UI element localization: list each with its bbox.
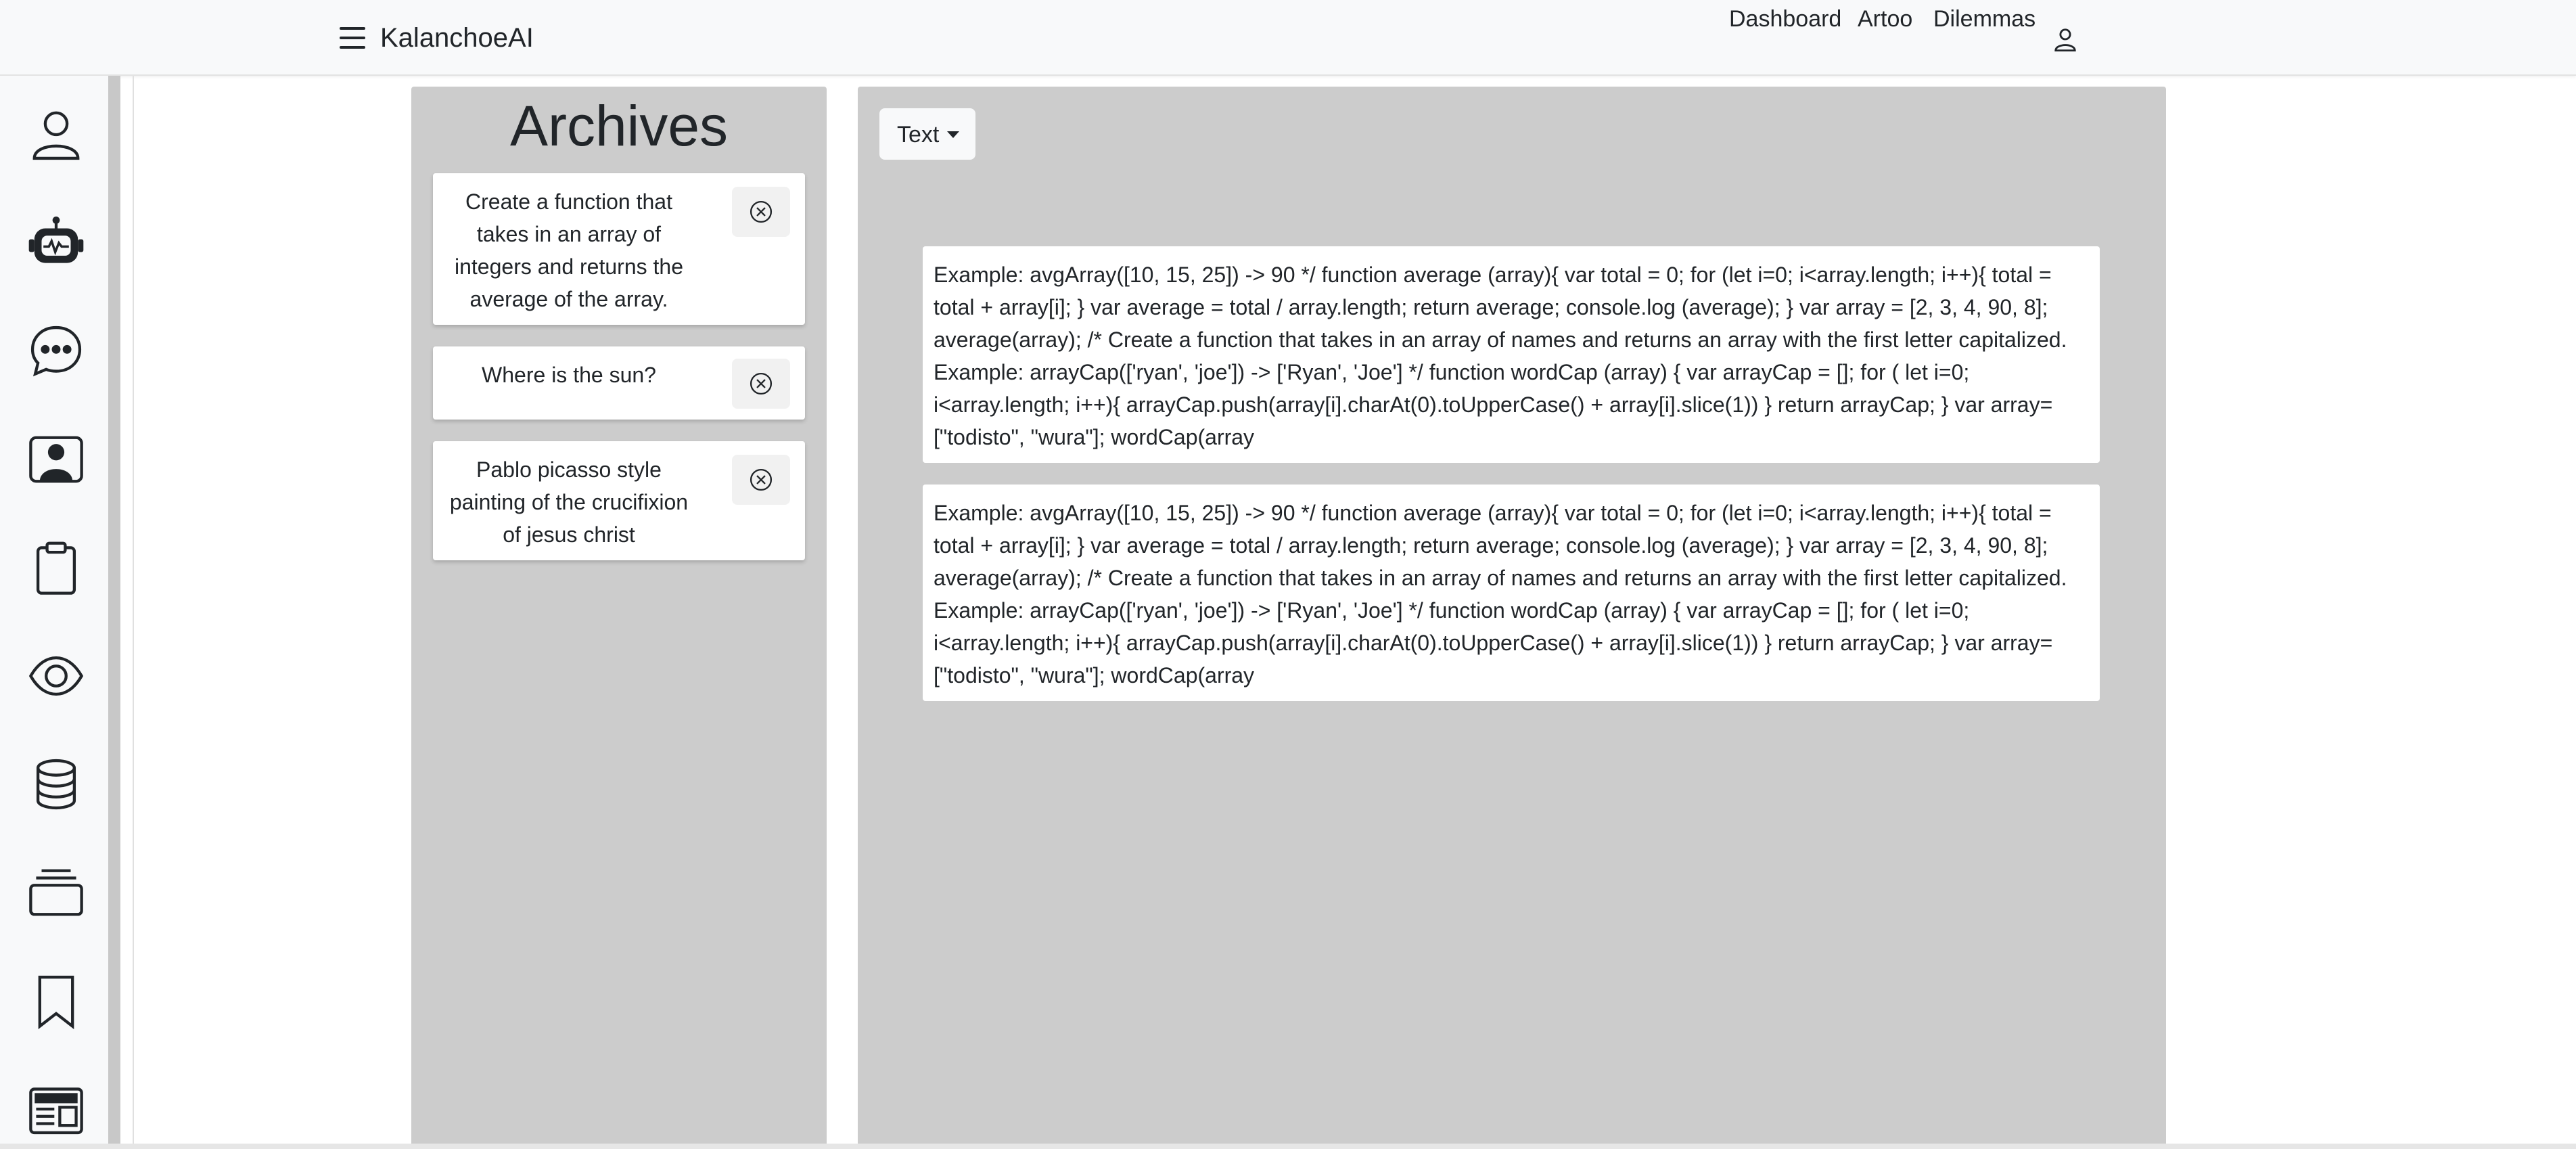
archives-title: Archives (509, 94, 729, 158)
dropdown-label: Text (897, 122, 940, 148)
menu-toggle-icon[interactable] (340, 27, 365, 49)
close-circle-icon (750, 372, 773, 395)
result-card: Example: avgArray([10, 15, 25]) -> 90 */ function average (array){ var total = 0; for (let i=0; i<array.length; i++){ total = total + array[i]; } var average = total / array.length; return average; console.log (average); } var array = [2, 3, 4, 90, 8]; average(array); /* Create a function that takes in an array of names and returns an array with the first letter capitalized. Example: arrayCap(['ryan', 'joe']) -> ['Ryan', 'Joe'] */ function wordCap (array) { var arrayCap = []; for ( let i=0; i<array.length; i++){ arrayCap.push(array[i].charAt(0).toUpperCase() + array[i].slice(1)) } return arrayCap; } var array=["todisto", "wura"]; wordCap(array (923, 246, 2100, 463)
person-icon[interactable] (27, 106, 85, 164)
chat-dots-icon[interactable] (27, 322, 85, 380)
nav-link-dashboard[interactable]: Dashboard (1729, 6, 1842, 32)
icon-sidebar (0, 76, 120, 1149)
nav-link-artoo[interactable]: Artoo (1858, 6, 1913, 32)
nav-link-dilemmas[interactable]: Dilemmas (1933, 6, 2036, 32)
caret-down-icon (947, 131, 959, 138)
database-icon[interactable] (27, 755, 85, 813)
newspaper-icon[interactable] (27, 1080, 85, 1138)
archive-item[interactable] (433, 173, 805, 325)
delete-archive-button[interactable] (732, 359, 790, 409)
archive-item-text: Where is the sun? (482, 363, 656, 387)
delete-archive-button[interactable] (732, 187, 790, 237)
eye-icon[interactable] (27, 647, 85, 705)
brand-link[interactable]: KalanchoeAI (380, 23, 534, 53)
person-video-icon[interactable] (27, 430, 85, 489)
close-circle-icon (750, 200, 773, 223)
archive-item-text: Pablo picasso style painting of the crucifixion of jesus christ (449, 457, 689, 547)
clipboard-icon[interactable] (27, 539, 85, 597)
archive-item-text: Create a function that takes in an array of integers and returns the average of the array. (455, 189, 683, 311)
robot-icon[interactable] (27, 214, 85, 272)
results-panel (858, 87, 2166, 1149)
archives-panel (411, 87, 827, 1149)
top-navbar (0, 0, 2576, 76)
archive-item[interactable] (433, 346, 805, 420)
user-account-icon[interactable] (2052, 26, 2078, 53)
collection-icon[interactable] (27, 863, 85, 922)
sidebar-divider (133, 76, 134, 1149)
close-circle-icon (750, 468, 773, 491)
delete-archive-button[interactable] (732, 455, 790, 505)
bottom-scroll-edge (0, 1144, 2576, 1149)
bookmark-icon[interactable] (27, 972, 85, 1030)
archive-item[interactable] (433, 441, 805, 560)
output-type-dropdown[interactable] (879, 108, 975, 160)
result-card: Example: avgArray([10, 15, 25]) -> 90 */ function average (array){ var total = 0; for (let i=0; i<array.length; i++){ total = total + array[i]; } var average = total / array.length; return average; console.log (average); } var array = [2, 3, 4, 90, 8]; average(array); /* Create a function that takes in an array of names and returns an array with the first letter capitalized. Example: arrayCap(['ryan', 'joe']) -> ['Ryan', 'Joe'] */ function wordCap (array) { var arrayCap = []; for ( let i=0; i<array.length; i++){ arrayCap.push(array[i].charAt(0).toUpperCase() + array[i].slice(1)) } return arrayCap; } var array=["todisto", "wura"]; wordCap(array (923, 485, 2100, 701)
